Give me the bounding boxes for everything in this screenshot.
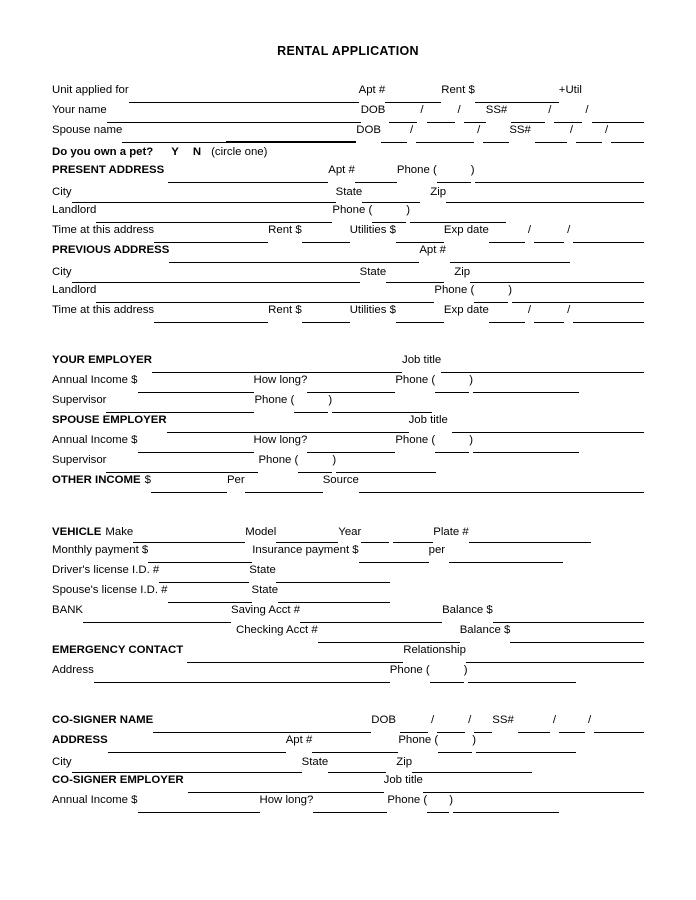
input-previous-landlord-phone[interactable] xyxy=(512,291,644,303)
label-spouse-employer-phone-close: ) xyxy=(469,434,474,446)
row-pet-question xyxy=(52,144,644,164)
input-previous-rent[interactable] xyxy=(302,311,350,323)
input-saving-balance[interactable] xyxy=(493,611,644,623)
input-previous-city[interactable] xyxy=(72,271,360,283)
input-cosigner-name[interactable] xyxy=(153,721,371,733)
label-spouses-license-id: Spouse's license I.D. # xyxy=(52,584,168,596)
row-cosigner-name xyxy=(52,714,644,734)
label-landlord-phone-open: Phone ( xyxy=(332,204,373,216)
row-your-employer xyxy=(52,354,644,374)
row-spouse-employer xyxy=(52,414,644,434)
row-your-annual-income xyxy=(52,374,644,394)
row-present-landlord xyxy=(52,204,644,224)
label-cosigner-employer-phone-close: ) xyxy=(449,794,454,806)
row-emergency-address xyxy=(52,664,644,684)
label-vehicle-plate-no: Plate # xyxy=(433,526,469,538)
label-previous-utilities: Utilities $ xyxy=(349,304,396,316)
input-spouse-ssn-2[interactable] xyxy=(576,131,602,143)
input-cosigner-employer-phone[interactable] xyxy=(453,801,559,813)
input-other-income-per[interactable] xyxy=(245,481,323,493)
input-previous-utilities[interactable] xyxy=(396,311,444,323)
label-cosigner-employer: CO-SIGNER EMPLOYER xyxy=(52,774,184,786)
input-cosigner-phone[interactable] xyxy=(476,741,576,753)
label-other-income-source: Source xyxy=(322,474,359,486)
input-spouse-annual-income[interactable] xyxy=(138,441,254,453)
label-present-apt-no: Apt # xyxy=(328,164,355,176)
input-vehicle-year-a[interactable] xyxy=(361,531,389,543)
label-previous-apt-no: Apt # xyxy=(419,244,446,256)
label-previous-exp-date: Exp date xyxy=(443,304,489,316)
label-spouse-ss-no: SS# xyxy=(509,124,531,136)
input-cosigner-employer-phone-area[interactable] xyxy=(427,801,449,813)
label-present-exp-date: Exp date xyxy=(443,224,489,236)
label-spouse-dob: DOB xyxy=(356,124,381,136)
label-present-landlord: Landlord xyxy=(52,204,97,216)
input-spouse-employer-phone[interactable] xyxy=(473,441,579,453)
label-present-city: City xyxy=(52,186,72,198)
label-your-job-title: Job title xyxy=(402,354,442,366)
input-emergency-phone[interactable] xyxy=(468,671,576,683)
row-drivers-license xyxy=(52,564,644,584)
row-spouse-annual-income xyxy=(52,434,644,454)
label-previous-landlord: Landlord xyxy=(52,284,97,296)
section-gap-vehicle xyxy=(52,494,644,514)
spouse-dob-slash-1: / xyxy=(409,124,414,136)
row-other-income xyxy=(52,474,644,494)
input-cosigner-ssn-1[interactable] xyxy=(518,721,550,733)
label-circle-one: (circle one) xyxy=(211,146,268,158)
label-present-time-at-address: Time at this address xyxy=(52,224,155,236)
input-landlord-phone[interactable] xyxy=(410,211,506,223)
input-apt-no[interactable] xyxy=(385,91,441,103)
input-emergency-contact-name[interactable] xyxy=(187,651,403,663)
label-present-rent: Rent $ xyxy=(268,224,302,236)
label-spouse-employer: SPOUSE EMPLOYER xyxy=(52,414,167,426)
input-previous-landlord-phone-area[interactable] xyxy=(474,291,508,303)
input-spouse-supervisor[interactable] xyxy=(106,461,258,473)
label-previous-landlord-phone-close: ) xyxy=(508,284,513,296)
input-ssn-1[interactable] xyxy=(511,111,545,123)
input-cosigner-phone-area[interactable] xyxy=(438,741,472,753)
cosigner-dob-slash-1: / xyxy=(430,714,435,726)
label-spouse-supervisor-phone-open: Phone ( xyxy=(258,454,299,466)
label-previous-landlord-phone-open: Phone ( xyxy=(434,284,475,296)
row-cosigner-city xyxy=(52,754,644,774)
input-previous-landlord[interactable] xyxy=(96,291,434,303)
input-spouse-name-b[interactable] xyxy=(226,130,356,143)
label-cosigner-ss-no: SS# xyxy=(492,714,514,726)
label-ss-no: SS# xyxy=(485,104,508,116)
input-cosigner-dob-month[interactable] xyxy=(400,721,428,733)
input-vehicle-make[interactable] xyxy=(133,531,245,543)
input-vehicle-year-b[interactable] xyxy=(393,531,433,543)
input-ssn-3[interactable] xyxy=(592,111,644,123)
row-vehicle xyxy=(52,524,644,544)
input-previous-exp-year[interactable] xyxy=(573,311,644,323)
input-previous-apt-no[interactable] xyxy=(450,251,570,263)
input-drivers-license-id[interactable] xyxy=(159,571,249,583)
input-checking-balance[interactable] xyxy=(510,631,644,643)
input-spouses-license-state[interactable] xyxy=(278,591,390,603)
row-present-city xyxy=(52,184,644,204)
input-unit-applied-for[interactable] xyxy=(129,91,359,103)
cosigner-dob-slash-2: / xyxy=(468,714,472,726)
input-present-landlord[interactable] xyxy=(96,211,332,223)
label-your-how-long: How long? xyxy=(253,374,308,386)
label-saving-acct-no: Saving Acct # xyxy=(231,604,301,616)
input-monthly-payment[interactable] xyxy=(148,551,252,563)
label-vehicle-make: Make xyxy=(105,526,134,538)
label-your-annual-income: Annual Income $ xyxy=(52,374,138,386)
label-cosigner-job-title: Job title xyxy=(383,774,423,786)
label-emergency-phone-open: Phone ( xyxy=(389,664,430,676)
label-unit-applied-for: Unit applied for xyxy=(52,84,129,96)
label-your-name: Your name xyxy=(52,104,107,116)
input-spouse-dob-month[interactable] xyxy=(381,131,407,143)
row-present-time xyxy=(52,224,644,244)
input-spouse-ssn-3[interactable] xyxy=(611,131,644,143)
label-drivers-license-state: State xyxy=(249,564,276,576)
input-cosigner-how-long[interactable] xyxy=(313,801,387,813)
label-vehicle: VEHICLE xyxy=(52,526,102,538)
input-landlord-phone-area[interactable] xyxy=(372,211,406,223)
input-cosigner-ssn-3[interactable] xyxy=(594,721,644,733)
input-present-phone[interactable] xyxy=(475,171,644,183)
input-cosigner-city[interactable] xyxy=(72,761,302,773)
input-spouses-license-id[interactable] xyxy=(168,591,252,603)
label-apt-no: Apt # xyxy=(358,84,386,96)
label-your-supervisor-phone-close: ) xyxy=(328,394,333,406)
input-present-phone-area[interactable] xyxy=(437,171,471,183)
label-landlord-phone-close: ) xyxy=(406,204,411,216)
label-cosigner-employer-phone-open: Phone ( xyxy=(387,794,428,806)
input-cosigner-state[interactable] xyxy=(328,761,386,773)
pet-option-no[interactable]: N xyxy=(192,146,202,158)
label-saving-balance: Balance $ xyxy=(442,604,493,616)
label-rent: Rent $ xyxy=(441,84,475,96)
input-drivers-license-state[interactable] xyxy=(276,571,390,583)
dob-slash-2: / xyxy=(457,104,461,116)
ssn-slash-2: / xyxy=(585,104,589,116)
input-spouse-supervisor-phone[interactable] xyxy=(336,461,436,473)
input-insurance-payment[interactable] xyxy=(359,551,429,563)
input-saving-acct-no[interactable] xyxy=(300,611,442,623)
input-your-employer-phone[interactable] xyxy=(473,381,579,393)
input-present-zip[interactable] xyxy=(446,191,644,203)
input-present-apt-no[interactable] xyxy=(355,171,397,183)
input-other-income-amount[interactable] xyxy=(151,481,227,493)
pet-option-yes[interactable]: Y xyxy=(171,146,179,158)
present-exp-slash-1: / xyxy=(527,224,532,236)
ssn-slash-1: / xyxy=(548,104,552,116)
input-emergency-relationship[interactable] xyxy=(466,651,644,663)
input-emergency-phone-area[interactable] xyxy=(430,671,464,683)
label-cosigner-name: CO-SIGNER NAME xyxy=(52,714,154,726)
row-cosigner-address xyxy=(52,734,644,754)
label-previous-address: PREVIOUS ADDRESS xyxy=(52,244,170,256)
input-present-exp-year[interactable] xyxy=(573,231,644,243)
label-spouse-how-long: How long? xyxy=(253,434,308,446)
section-gap-cosigner xyxy=(52,684,644,704)
label-cosigner-state: State xyxy=(301,756,329,768)
input-present-exp-day[interactable] xyxy=(534,231,564,243)
input-spouse-employer[interactable] xyxy=(167,421,409,433)
input-ssn-2[interactable] xyxy=(554,111,582,123)
input-rent[interactable] xyxy=(475,91,559,103)
label-cosigner-how-long: How long? xyxy=(259,794,314,806)
label-drivers-license-id: Driver's license I.D. # xyxy=(52,564,160,576)
input-your-name[interactable] xyxy=(107,111,361,123)
label-previous-state: State xyxy=(359,266,387,278)
label-cosigner-city: City xyxy=(52,756,72,768)
row-spouse-name xyxy=(52,124,644,144)
label-other-income-per: Per xyxy=(226,474,245,486)
row-present-address xyxy=(52,164,644,184)
label-cosigner-dob: DOB xyxy=(371,714,396,726)
input-your-employer[interactable] xyxy=(152,361,402,373)
input-your-employer-phone-area[interactable] xyxy=(435,381,469,393)
input-previous-zip[interactable] xyxy=(470,271,644,283)
label-spouse-supervisor-phone-close: ) xyxy=(332,454,337,466)
label-your-supervisor: Supervisor xyxy=(52,394,107,406)
input-present-rent[interactable] xyxy=(302,231,350,243)
input-present-exp-month[interactable] xyxy=(489,231,525,243)
input-spouse-how-long[interactable] xyxy=(307,441,395,453)
input-cosigner-employer[interactable] xyxy=(188,781,384,793)
label-spouse-name: Spouse name xyxy=(52,124,123,136)
label-monthly-payment: Monthly payment $ xyxy=(52,544,149,556)
row-spouse-license xyxy=(52,584,644,604)
label-plus-util: +Util xyxy=(558,84,582,96)
spouse-ssn-slash-2: / xyxy=(605,124,609,136)
label-spouse-job-title: Job title xyxy=(408,414,448,426)
section-gap-employment xyxy=(52,324,644,344)
label-previous-city: City xyxy=(52,266,72,278)
label-present-state: State xyxy=(335,186,363,198)
row-your-name xyxy=(52,104,644,124)
label-dob: DOB xyxy=(360,104,386,116)
input-cosigner-zip[interactable] xyxy=(412,761,532,773)
label-spouse-employer-phone-open: Phone ( xyxy=(395,434,436,446)
label-cosigner-address: ADDRESS xyxy=(52,734,108,746)
input-previous-time-at-address[interactable] xyxy=(154,311,268,323)
row-previous-address xyxy=(52,244,644,264)
form-body xyxy=(0,84,696,814)
row-previous-city xyxy=(52,264,644,284)
input-vehicle-plate-no[interactable] xyxy=(469,531,591,543)
input-cosigner-dob-day[interactable] xyxy=(437,721,465,733)
input-previous-exp-month[interactable] xyxy=(489,311,525,323)
label-spouse-supervisor: Supervisor xyxy=(52,454,107,466)
input-spouse-ssn-1[interactable] xyxy=(535,131,567,143)
input-present-city[interactable] xyxy=(72,191,336,203)
label-bank: BANK xyxy=(52,604,84,616)
row-vehicle-payments xyxy=(52,544,644,564)
input-present-address[interactable] xyxy=(168,171,328,183)
input-cosigner-job-title[interactable] xyxy=(423,781,644,793)
input-dob-month[interactable] xyxy=(389,111,417,123)
input-spouse-supervisor-phone-area[interactable] xyxy=(298,461,332,473)
row-bank-checking xyxy=(52,624,644,644)
row-cosigner-annual-income xyxy=(52,794,644,814)
label-present-utilities: Utilities $ xyxy=(349,224,396,236)
input-present-state[interactable] xyxy=(362,191,420,203)
label-emergency-address: Address xyxy=(52,664,94,676)
label-checking-balance: Balance $ xyxy=(459,624,511,636)
input-your-supervisor-phone[interactable] xyxy=(332,401,432,413)
input-vehicle-model[interactable] xyxy=(276,531,338,543)
label-pet-question: Do you own a pet? xyxy=(52,146,154,158)
input-checking-acct-no[interactable] xyxy=(318,631,460,643)
input-present-utilities[interactable] xyxy=(396,231,444,243)
label-cosigner-zip: Zip xyxy=(396,756,413,768)
input-previous-exp-day[interactable] xyxy=(534,311,564,323)
input-emergency-address[interactable] xyxy=(94,671,390,683)
input-previous-address[interactable] xyxy=(169,251,419,263)
input-cosigner-dob-year[interactable] xyxy=(474,721,492,733)
label-spouse-annual-income: Annual Income $ xyxy=(52,434,138,446)
label-present-address: PRESENT ADDRESS xyxy=(52,164,165,176)
cosigner-ssn-slash-1: / xyxy=(552,714,556,726)
page-title: RENTAL APPLICATION xyxy=(277,44,419,58)
label-previous-rent: Rent $ xyxy=(268,304,302,316)
label-other-income-dollar: $ xyxy=(144,474,151,486)
label-spouses-license-state: State xyxy=(251,584,279,596)
spouse-dob-slash-2: / xyxy=(477,124,481,136)
label-previous-time-at-address: Time at this address xyxy=(52,304,155,316)
row-unit-applied-for xyxy=(52,84,644,104)
input-other-income-source[interactable] xyxy=(359,481,644,493)
cosigner-ssn-slash-2: / xyxy=(588,714,592,726)
label-present-zip: Zip xyxy=(430,186,447,198)
label-previous-zip: Zip xyxy=(454,266,471,278)
input-your-how-long[interactable] xyxy=(307,381,395,393)
row-bank-saving xyxy=(52,604,644,624)
input-cosigner-apt-no[interactable] xyxy=(312,741,398,753)
input-your-job-title[interactable] xyxy=(441,361,644,373)
input-previous-state[interactable] xyxy=(386,271,444,283)
input-dob-year[interactable] xyxy=(464,111,486,123)
label-vehicle-year: Year xyxy=(338,526,362,538)
input-spouse-name-a[interactable] xyxy=(122,131,226,143)
label-your-employer: YOUR EMPLOYER xyxy=(52,354,152,366)
label-insurance-payment: Insurance payment $ xyxy=(252,544,359,556)
row-spouse-supervisor xyxy=(52,454,644,474)
label-cosigner-phone-open: Phone ( xyxy=(398,734,439,746)
input-insurance-per[interactable] xyxy=(449,551,563,563)
label-your-employer-phone-close: ) xyxy=(469,374,474,386)
label-emergency-phone-close: ) xyxy=(463,664,468,676)
label-insurance-per: per xyxy=(428,544,446,556)
previous-exp-slash-2: / xyxy=(567,304,571,316)
input-cosigner-address[interactable] xyxy=(108,741,286,753)
label-cosigner-phone-close: ) xyxy=(472,734,477,746)
input-your-annual-income[interactable] xyxy=(138,381,254,393)
present-exp-slash-2: / xyxy=(567,224,571,236)
input-spouse-dob-day[interactable] xyxy=(416,131,474,143)
label-cosigner-apt-no: Apt # xyxy=(285,734,313,746)
label-other-income: OTHER INCOME xyxy=(52,474,141,486)
previous-exp-slash-1: / xyxy=(527,304,532,316)
label-emergency-relationship: Relationship xyxy=(403,644,466,656)
row-cosigner-employer xyxy=(52,774,644,794)
spouse-ssn-slash-1: / xyxy=(569,124,574,136)
row-previous-landlord xyxy=(52,284,644,304)
label-present-phone-close: ) xyxy=(470,164,475,176)
input-your-supervisor-phone-area[interactable] xyxy=(294,401,328,413)
row-emergency-contact xyxy=(52,644,644,664)
input-bank-name[interactable] xyxy=(83,611,231,623)
input-spouse-dob-year[interactable] xyxy=(483,131,509,143)
label-checking-acct-no: Checking Acct # xyxy=(236,624,318,636)
input-your-supervisor[interactable] xyxy=(106,401,254,413)
label-vehicle-model: Model xyxy=(245,526,277,538)
input-dob-day[interactable] xyxy=(427,111,455,123)
input-present-time-at-address[interactable] xyxy=(154,231,268,243)
input-spouse-job-title[interactable] xyxy=(452,421,644,433)
dob-slash-1: / xyxy=(420,104,424,116)
label-cosigner-annual-income: Annual Income $ xyxy=(52,794,138,806)
input-cosigner-ssn-2[interactable] xyxy=(559,721,585,733)
row-your-supervisor xyxy=(52,394,644,414)
label-your-employer-phone-open: Phone ( xyxy=(395,374,436,386)
input-cosigner-annual-income[interactable] xyxy=(138,801,260,813)
label-your-supervisor-phone-open: Phone ( xyxy=(254,394,295,406)
label-emergency-contact: EMERGENCY CONTACT xyxy=(52,644,184,656)
row-previous-time xyxy=(52,304,644,324)
input-spouse-employer-phone-area[interactable] xyxy=(435,441,469,453)
label-present-phone-open: Phone ( xyxy=(396,164,437,176)
